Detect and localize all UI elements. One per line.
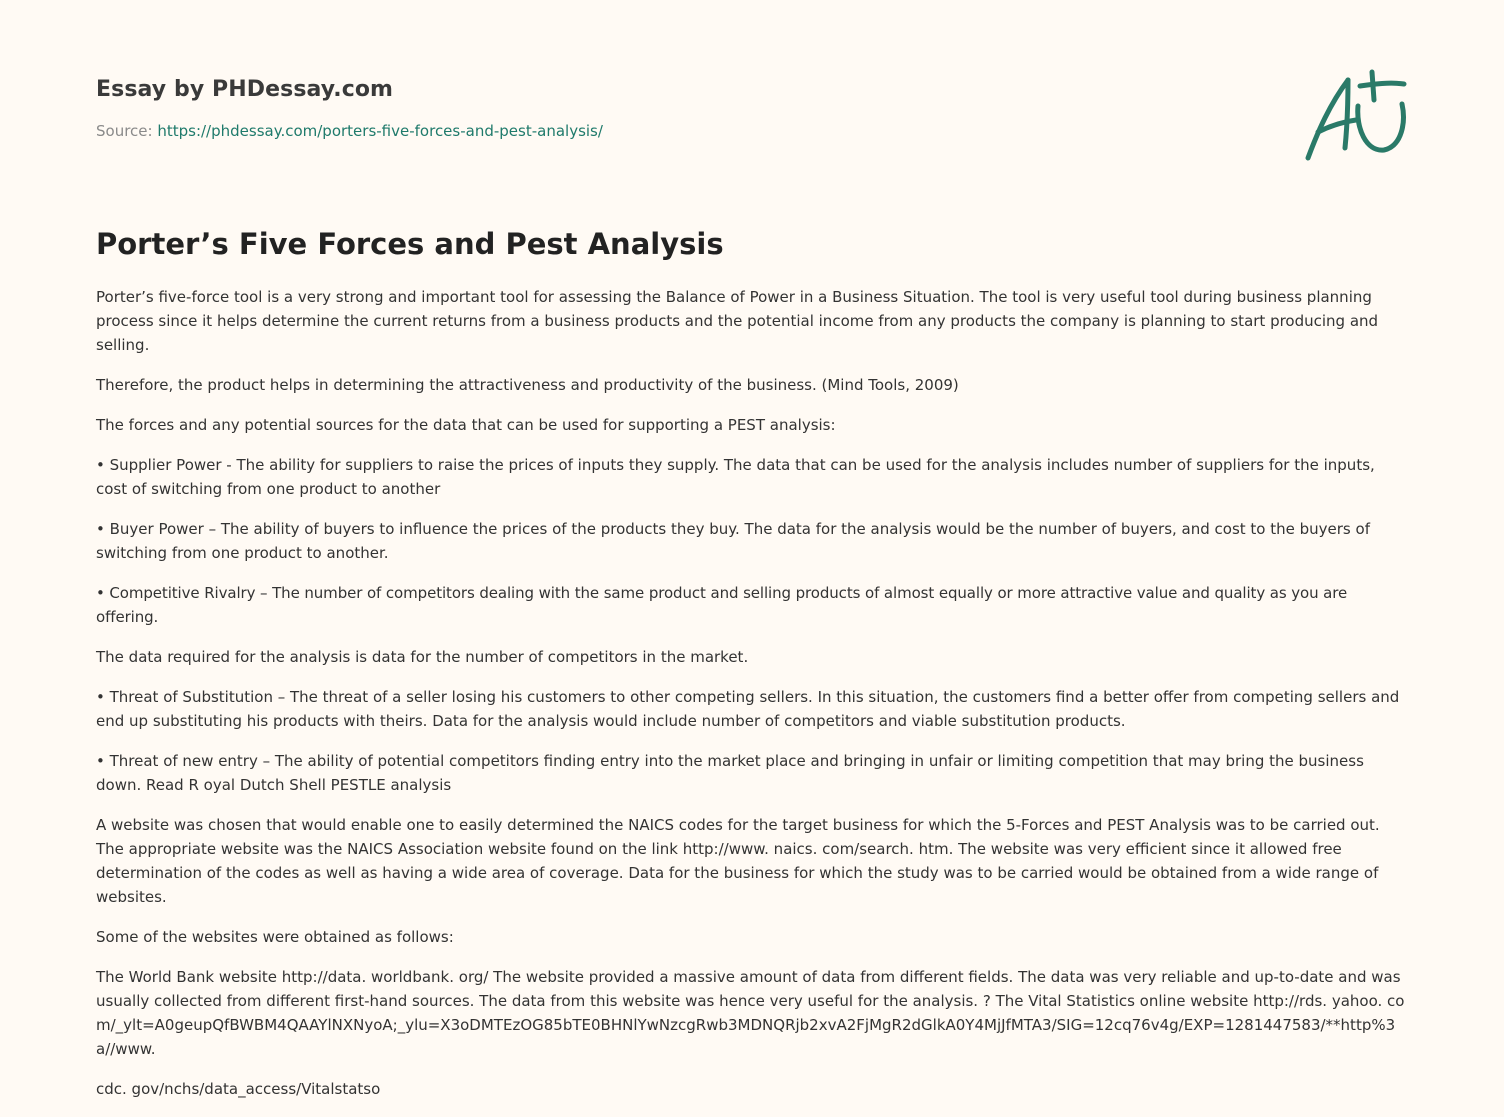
site-title: Essay by PHDessay.com xyxy=(96,77,394,102)
paragraph: Some of the websites were obtained as follows: xyxy=(96,928,454,946)
paragraph: Porter’s five-force tool is a very strong and important tool for assessing the Balance of Power in a Business Situation. The tool is very useful tool during business planning process since it helps determine the current returns from a business products and the potential income from any products the company is planning to start producing and selling. xyxy=(96,288,1379,354)
bullet-paragraph: • Threat of new entry – The ability of potential competitors finding entry into the market place and bringing in unfair or limiting competition that may bring the business down. Read R oyal Dutch Shell PESTLE analysis xyxy=(96,752,1364,794)
source-label: Source: xyxy=(96,122,158,140)
source-line xyxy=(96,121,1296,141)
paragraph: A website was chosen that would enable one to easily determined the NAICS codes for the target business for which the 5-Forces and PEST Analysis was to be carried out. The appropriate website was the NAICS Association website found on the link http://www. naics. com/search. htm. The website was very efficient since it allowed free determination of the codes as well as having a wide area of coverage. Data for the business for which the study was to be carried would be obtained from a wide range of websites. xyxy=(96,816,1380,906)
bullet-paragraph: • Threat of Substitution – The threat of a seller losing his customers to other competing sellers. In this situation, the customers find a better offer from competing sellers and end up substituting his products with theirs. Data for the analysis would include number of competitors and viable substitution products. xyxy=(96,688,1400,730)
essay-title: Porter’s Five Forces and Pest Analysis xyxy=(96,227,724,261)
paragraph: Therefore, the product helps in determining the attractiveness and productivity of the business. (Mind Tools, 2009) xyxy=(96,376,959,394)
page-header xyxy=(96,76,1296,141)
bullet-paragraph: • Competitive Rivalry – The number of competitors dealing with the same product and selling products of almost equally or more attractive value and quality as you are offering. xyxy=(96,584,1348,626)
bullet-paragraph: • Buyer Power – The ability of buyers to influence the prices of the products they buy. The data for the analysis would be the number of buyers, and cost to the buyers of switching from one product to another. xyxy=(96,520,1370,562)
paragraph: The forces and any potential sources for the data that can be used for supporting a PEST analysis: xyxy=(96,416,836,434)
essay-content xyxy=(96,225,1408,1117)
source-link[interactable]: https://phdessay.com/porters-five-forces-and-pest-analysis/ xyxy=(157,122,603,140)
paragraph: cdc. gov/nchs/data_access/Vitalstatso xyxy=(96,1080,381,1098)
paragraph: The World Bank website http://data. worldbank. org/ The website provided a massive amount of data from different fields. The data was very reliable and up-to-date and was usually collected from different first-hand sources. The data from this website was hence very useful for the analysis. ? The Vital Statistics online website http://rds. yahoo. com/_ylt=A0geupQfBWBM4QAAYlNXNyoA;_ylu=X3oDMTEzOG85bTE0BHNlYwNzcgRwb3MDNQRjb2xvA2FjMgR2dGlkA0Y4MjJfMTA3/SIG=12cq76v4g/EXP=1281447583/**http%3a//www. xyxy=(96,968,1405,1058)
bullet-paragraph: • Supplier Power - The ability for suppliers to raise the prices of inputs they supply. The data that can be used for the analysis includes number of suppliers for the inputs, cost of switching from one product to another xyxy=(96,456,1375,498)
paragraph: The data required for the analysis is data for the number of competitors in the market. xyxy=(96,648,749,666)
a-plus-logo-icon xyxy=(1298,66,1410,166)
